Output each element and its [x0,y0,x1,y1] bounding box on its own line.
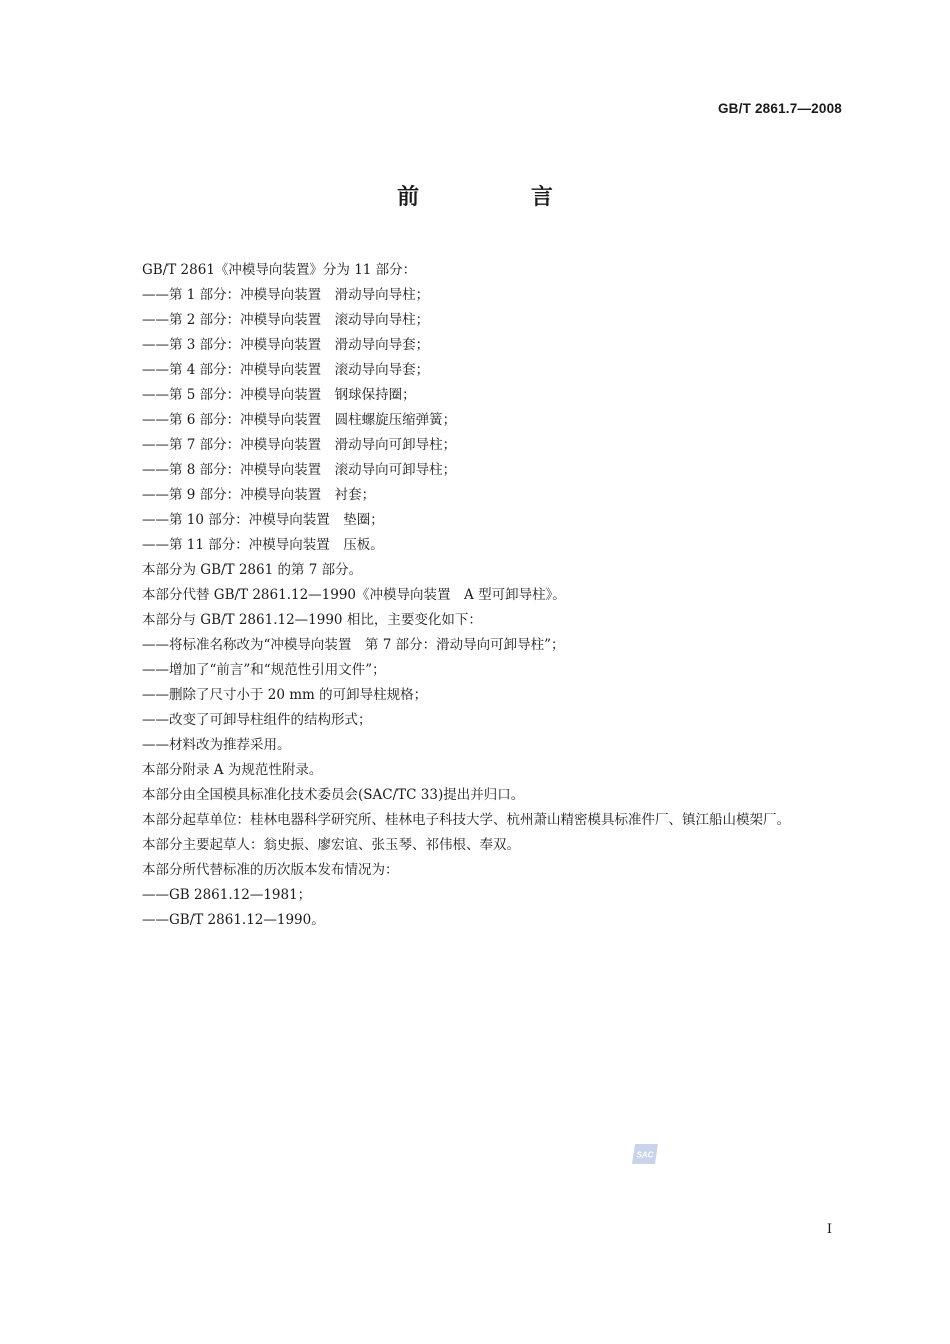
list-item: ——第 9 部分：冲模导向装置 衬套； [142,487,376,503]
list-item: ——增加了“前言”和“规范性引用文件”； [142,662,386,678]
list-item: ——第 3 部分：冲模导向装置 滑动导向导套； [142,337,430,353]
paragraph: 本部分主要起草人：翁史振、廖宏谊、张玉琴、祁伟根、奉双。 [142,837,520,853]
sac-logo-text: SAC [636,1150,654,1160]
paragraph: 本部分附录 A 为规范性附录。 [142,762,323,778]
list-item: ——第 4 部分：冲模导向装置 滚动导向导套； [142,362,430,378]
page-number: I [826,1222,832,1237]
list-item: ——第 10 部分：冲模导向装置 垫圈； [142,512,384,528]
list-item: ——第 8 部分：冲模导向装置 滚动导向可卸导柱； [142,462,457,478]
paragraph: 本部分起草单位：桂林电器科学研究所、桂林电子科技大学、杭州萧山精密模具标准件厂、镇江船山模架厂。 [142,812,790,828]
sac-logo-icon [631,1143,659,1165]
paragraph: 本部分为 GB/T 2861 的第 7 部分。 [142,562,363,578]
list-item: ——第 2 部分：冲模导向装置 滚动导向导柱； [142,312,430,328]
list-item: ——第 5 部分：冲模导向装置 钢球保持圈； [142,387,416,403]
list-item: ——材料改为推荐采用。 [142,737,291,753]
list-item: ——第 7 部分：冲模导向装置 滑动导向可卸导柱； [142,437,457,453]
list-item: ——GB/T 2861.12—1990。 [142,912,325,928]
list-item: ——将标准名称改为“冲模导向装置 第 7 部分：滑动导向可卸导柱”； [142,637,565,653]
list-item: ——改变了可卸导柱组件的结构形式； [142,712,372,728]
list-item: ——第 1 部分：冲模导向装置 滑动导向导柱； [142,287,430,303]
list-item: ——GB 2861.12—1981； [142,887,312,903]
document-code: GB/T 2861.7—2008 [717,101,842,116]
list-item: ——第 11 部分：冲模导向装置 压板。 [142,537,384,553]
list-item: ——第 6 部分：冲模导向装置 圆柱螺旋压缩弹簧； [142,412,457,428]
paragraph: 本部分与 GB/T 2861.12—1990 相比，主要变化如下： [142,612,482,628]
paragraph: GB/T 2861《冲模导向装置》分为 11 部分： [142,262,417,278]
page-title: 前 言 [397,185,605,210]
paragraph: 本部分代替 GB/T 2861.12—1990《冲模导向装置 A 型可卸导柱》。 [142,587,566,603]
paragraph: 本部分由全国模具标准化技术委员会(SAC/TC 33)提出并归口。 [142,787,525,803]
foreword-body [108,258,846,933]
list-item: ——删除了尺寸小于 20 mm 的可卸导柱规格； [142,687,428,703]
paragraph: 本部分所代替标准的历次版本发布情况为： [142,862,399,878]
